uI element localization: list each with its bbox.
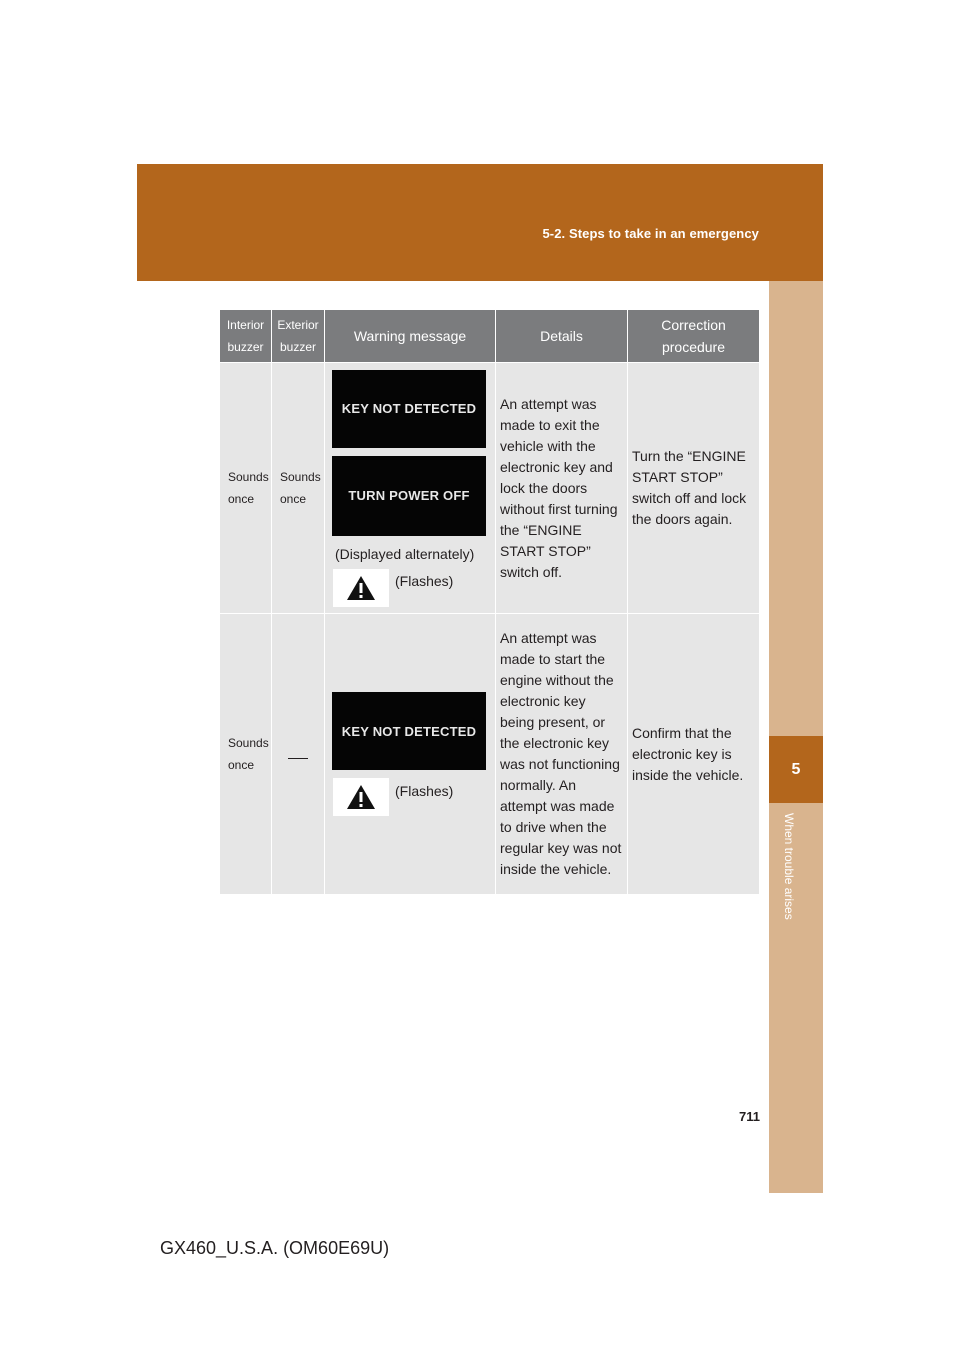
- interior-buzzer-cell: Sounds once: [220, 363, 272, 614]
- exterior-buzzer-cell: Sounds once: [272, 363, 325, 614]
- header-band: [137, 164, 823, 281]
- display-screen-key-not-detected: KEY NOT DETECTED: [332, 370, 486, 448]
- header-details: Details: [496, 310, 628, 363]
- details-cell: An attempt was made to exit the vehicle with the electronic key and lock the doors without first turning the “ENGINE START STOP” switch off.: [496, 363, 628, 614]
- header-correction: Correction procedure: [628, 310, 760, 363]
- display-screen-key-not-detected: KEY NOT DETECTED: [332, 692, 486, 770]
- page-number: 711: [739, 1109, 760, 1124]
- not-applicable-dash: [288, 758, 308, 759]
- chapter-title: When trouble arises: [782, 813, 796, 920]
- warning-message-cell: [325, 614, 496, 895]
- header-interior-buzzer: Interior buzzer: [220, 310, 272, 363]
- correction-cell: Turn the “ENGINE START STOP” switch off and lock the doors again.: [628, 363, 760, 614]
- warning-triangle-icon: [333, 778, 389, 816]
- interior-buzzer-cell: Sounds once: [220, 614, 272, 895]
- flash-indicator: [325, 778, 495, 816]
- header-warning-message: Warning message: [325, 310, 496, 363]
- flash-label: (Flashes): [395, 782, 454, 799]
- alternating-note: (Displayed alternately): [335, 545, 475, 562]
- details-cell: An attempt was made to start the engine without the electronic key being present, or the electronic key was not functioning normally. An attempt was made to drive when the regular key was not inside the vehicle.: [496, 614, 628, 895]
- display-screen-turn-power-off: TURN POWER OFF: [332, 456, 486, 536]
- table-row: [220, 614, 760, 895]
- header-exterior-buzzer: Exterior buzzer: [272, 310, 325, 363]
- document-code: GX460_U.S.A. (OM60E69U): [160, 1238, 390, 1258]
- flash-label: (Flashes): [395, 573, 454, 589]
- warning-message-cell: [325, 363, 496, 614]
- table-row: [220, 363, 760, 614]
- section-title: 5-2. Steps to take in an emergency: [542, 226, 759, 241]
- warning-table: [219, 309, 760, 895]
- warning-triangle-icon: [333, 569, 389, 607]
- table-header-row: [220, 310, 760, 363]
- flash-indicator: [325, 569, 495, 607]
- chapter-number: 5: [769, 736, 823, 803]
- exterior-buzzer-cell: [272, 614, 325, 895]
- correction-cell: Confirm that the electronic key is inside the vehicle.: [628, 614, 760, 895]
